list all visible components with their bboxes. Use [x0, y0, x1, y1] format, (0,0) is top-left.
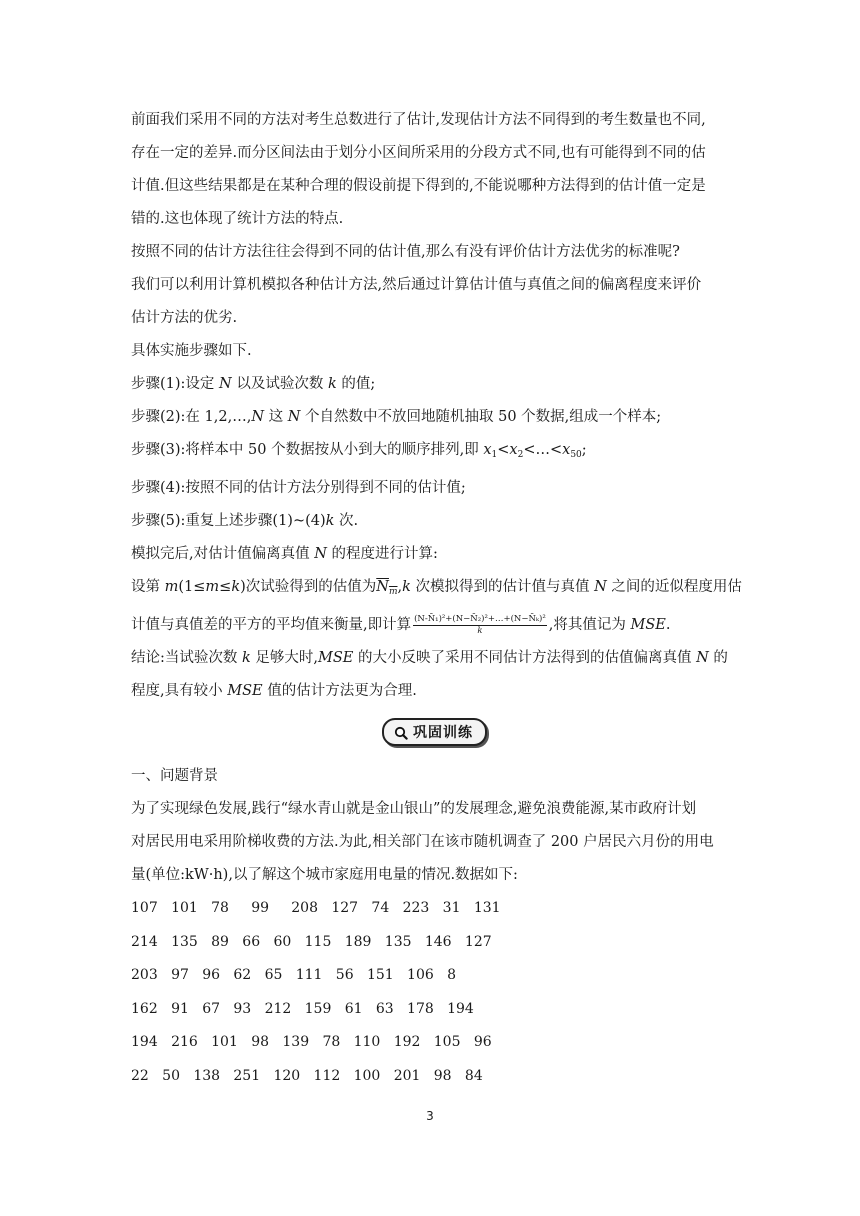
paragraph-3-line-2: 估计方法的优劣. — [131, 310, 238, 326]
var-N: N — [251, 409, 264, 425]
step-3-text-a: 步骤(3):将样本中 50 个数据按从小到大的顺序排列,即 — [131, 442, 484, 458]
step-3 — [131, 434, 731, 472]
mse-formula — [413, 614, 547, 637]
step-2 — [131, 401, 731, 434]
paragraph-1-line-2: 存在一定的差异.而分区间法由于划分小区间所采用的分段方式不同,也有可能得到不同的估 — [131, 145, 706, 161]
var-x1: x — [483, 442, 492, 458]
data-row: 22 50 138 251 120 112 100 201 98 84 — [131, 1067, 483, 1084]
data-row: 194 216 101 98 139 78 110 192 105 96 — [131, 1034, 492, 1050]
p6-text-g: 之间的近似程度用估 — [606, 579, 742, 595]
paragraph-5 — [131, 538, 731, 571]
p7-text-c: 的大小反映了采用不同估计方法得到的估值偏离真值 — [353, 650, 697, 666]
var-k: k — [402, 579, 411, 595]
subscript-m: m — [388, 587, 398, 597]
paragraph-2: 按照不同的估计方法往往会得到不同的估计值,那么有没有评价估计方法优劣的标准呢? — [131, 244, 680, 260]
data-row: 162 91 67 93 212 159 61 63 178 194 — [131, 1000, 474, 1017]
var-N: N — [219, 376, 232, 392]
formula-denominator: k — [477, 625, 483, 636]
var-N: N — [287, 409, 301, 425]
page-number: 3 — [426, 1109, 434, 1123]
content-area — [131, 104, 742, 1093]
step-1-text-a: 步骤(1):设定 — [131, 376, 220, 392]
var-N: N — [376, 579, 389, 595]
step-3-end: ; — [581, 442, 587, 458]
formula-numerator: (N-N̄₁)²+(N−N̄₂)²+…+(N−N̄ₖ)² — [414, 613, 546, 624]
step-2-text-b: 这 — [264, 409, 288, 425]
paragraph-5-text-b: 的程度进行计算: — [326, 546, 438, 562]
data-row: 107 101 78 99 208 127 74 223 31 131 — [131, 900, 501, 916]
paragraph-6-line-1 — [131, 571, 742, 609]
less-than: < — [497, 442, 510, 458]
term-mse: MSE — [227, 683, 263, 699]
data-row: 214 135 89 66 60 115 189 135 146 127 — [131, 933, 492, 950]
step-5-text-b: 次. — [334, 513, 359, 529]
paragraph-7-line-2 — [131, 675, 731, 708]
step-5-text-a: 步骤(5):重复上述步骤(1)~(4) — [131, 513, 326, 529]
var-N: N — [696, 650, 709, 666]
section-heading: 一、问题背景 — [131, 768, 218, 784]
p7-text-a: 结论:当试验次数 — [131, 650, 242, 666]
paragraph-8-line-1: 为了实现绿色发展,践行“绿水青山就是金山银山”的发展理念,避免浪费能源,某市政府计划 — [131, 801, 697, 817]
section-banner — [382, 718, 487, 746]
var-k: k — [242, 650, 251, 666]
subscript-50: 50 — [570, 450, 582, 460]
step-2-text-c: 个自然数中不放回地随机抽取 50 个数据,组成一个样本; — [300, 409, 662, 425]
paragraph-1-line-4: 错的.这也体现了统计方法的特点. — [131, 211, 344, 227]
step-1 — [131, 368, 731, 401]
p7-text-b: 足够大时, — [250, 650, 319, 666]
var-k: k — [327, 376, 337, 392]
var-x2: x — [509, 442, 518, 458]
paragraph-7-line-1 — [131, 642, 731, 675]
p6-text-e: , — [397, 579, 403, 595]
less-than-ellipsis: <…< — [523, 442, 563, 458]
var-m: m — [164, 579, 179, 595]
term-mse: MSE — [630, 617, 666, 633]
var-N: N — [314, 546, 327, 562]
p7-line2-text-b: 值的估计方法更为合理. — [262, 683, 417, 699]
step-5 — [131, 505, 731, 538]
var-N: N — [594, 579, 607, 595]
steps-intro: 具体实施步骤如下. — [131, 343, 252, 359]
paragraph-1-line-1: 前面我们采用不同的方法对考生总数进行了估计,发现估计方法不同得到的考生数量也不同, — [131, 112, 706, 128]
p6-line2-text-c: . — [665, 617, 671, 633]
p6-text-f: 次模拟得到的估计值与真值 — [410, 579, 595, 595]
step-2-text-a: 步骤(2):在 1,2,…, — [131, 409, 252, 425]
data-row: 203 97 96 62 65 111 56 151 106 8 — [131, 967, 457, 983]
p6-text-d: )次试验得到的估值为 — [240, 579, 377, 595]
p6-text-a: 设第 — [131, 579, 165, 595]
paragraph-6-line-2 — [131, 609, 731, 642]
var-k: k — [325, 513, 335, 529]
p6-text-c: ≤ — [219, 579, 232, 595]
data-table — [131, 892, 731, 1093]
p6-line2-text-a: 计值与真值差的平方的平均值来衡量,即计算 — [131, 617, 412, 633]
step-1-text-b: 以及试验次数 — [231, 376, 328, 392]
step-1-text-c: 的值; — [336, 376, 376, 392]
p7-text-d: 的 — [708, 650, 728, 666]
section-banner-row — [131, 708, 731, 760]
term-mse: MSE — [318, 650, 354, 666]
subscript-2: 2 — [517, 450, 524, 460]
var-m: m — [205, 579, 220, 595]
paragraph-8-line-3: 量(单位:kW·h),以了解这个城市家庭用电量的情况.数据如下: — [131, 867, 518, 883]
paragraph-3-line-1: 我们可以利用计算机模拟各种估计方法,然后通过计算估计值与真值之间的偏离程度来评价 — [131, 277, 702, 293]
paragraph-8-line-2: 对居民用电采用阶梯收费的方法.为此,相关部门在该市随机调查了 200 户居民六月份的用电 — [131, 834, 714, 850]
paragraph-5-text-a: 模拟完后,对估计值偏离真值 — [131, 546, 315, 562]
p6-line2-text-b: ,将其值记为 — [548, 617, 631, 633]
var-k: k — [231, 579, 241, 595]
magnifier-icon — [394, 725, 408, 739]
p7-line2-text-a: 程度,具有较小 — [131, 683, 228, 699]
subscript-1: 1 — [491, 450, 498, 460]
var-N-bar-m — [376, 579, 397, 595]
step-4: 步骤(4):按照不同的估计方法分别得到不同的估计值; — [131, 480, 466, 496]
p6-text-b: (1≤ — [178, 579, 206, 595]
paragraph-1-line-3: 计值.但这些结果都是在某种合理的假设前提下得到的,不能说哪种方法得到的估计值一定是 — [131, 178, 706, 194]
var-x50: x — [562, 442, 571, 458]
banner-label: 巩固训练 — [413, 725, 473, 741]
